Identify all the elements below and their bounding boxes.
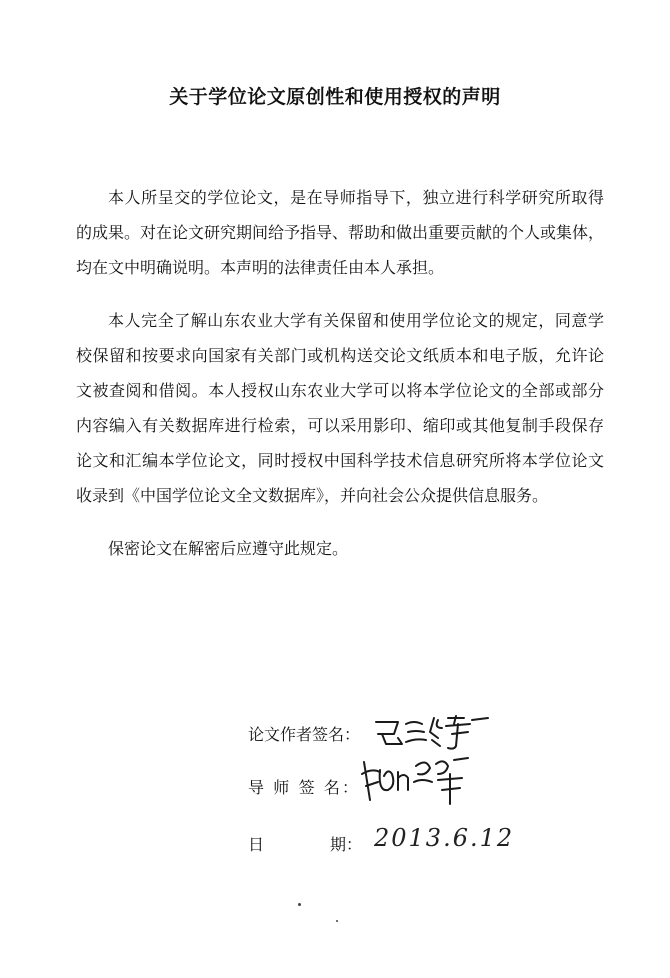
author-signature-label: 论文作者签名： bbox=[248, 725, 361, 744]
authorization-paragraph bbox=[76, 303, 604, 513]
advisor-signature-image bbox=[358, 752, 478, 812]
paragraph-line: 内容编入有关数据库进行检索，可以采用影印、缩印或其他复制手段保存 bbox=[76, 416, 604, 435]
page-title: 关于学位论文原创性和使用授权的声明 bbox=[169, 86, 501, 108]
originality-paragraph bbox=[76, 180, 604, 285]
paragraph-line: 的成果。对在论文研究期间给予指导、帮助和做出重要贡献的个人或集体， bbox=[76, 223, 605, 242]
scan-speck bbox=[336, 920, 338, 922]
date-label-left: 日 bbox=[248, 835, 265, 854]
paragraph-line: 本人完全了解山东农业大学有关保留和使用学位论文的规定，同意学 bbox=[108, 311, 604, 330]
paragraph-line: 校保留和按要求向国家有关部门或机构送交论文纸质本和电子版，允许论 bbox=[76, 346, 604, 365]
date-row bbox=[248, 832, 362, 855]
advisor-signature-label: 导 师 签 名： bbox=[248, 778, 358, 797]
advisor-signature-row bbox=[248, 775, 370, 798]
paragraph-line: 均在文中明确说明。本声明的法律责任由本人承担。 bbox=[76, 258, 445, 277]
paragraph-line: 本人所呈交的学位论文，是在导师指导下，独立进行科学研究所取得 bbox=[108, 188, 604, 207]
author-signature-row bbox=[248, 722, 370, 745]
declaration-body bbox=[76, 180, 604, 584]
paragraph-line: 论文和汇编本学位论文，同时授权中国科学技术信息研究所将本学位论文 bbox=[76, 451, 604, 470]
date-value: 2013.6.12 bbox=[374, 824, 515, 852]
confidential-paragraph bbox=[76, 531, 604, 566]
date-label-right: 期： bbox=[330, 835, 363, 854]
paragraph-line: 文被查阅和借阅。本人授权山东农业大学可以将本学位论文的全部或部分 bbox=[76, 381, 604, 400]
author-signature-image bbox=[368, 710, 498, 754]
scan-speck bbox=[298, 903, 301, 906]
paragraph-line: 收录到《中国学位论文全文数据库》，并向社会公众提供信息服务。 bbox=[76, 486, 549, 505]
paragraph-line: 保密论文在解密后应遵守此规定。 bbox=[108, 539, 349, 558]
